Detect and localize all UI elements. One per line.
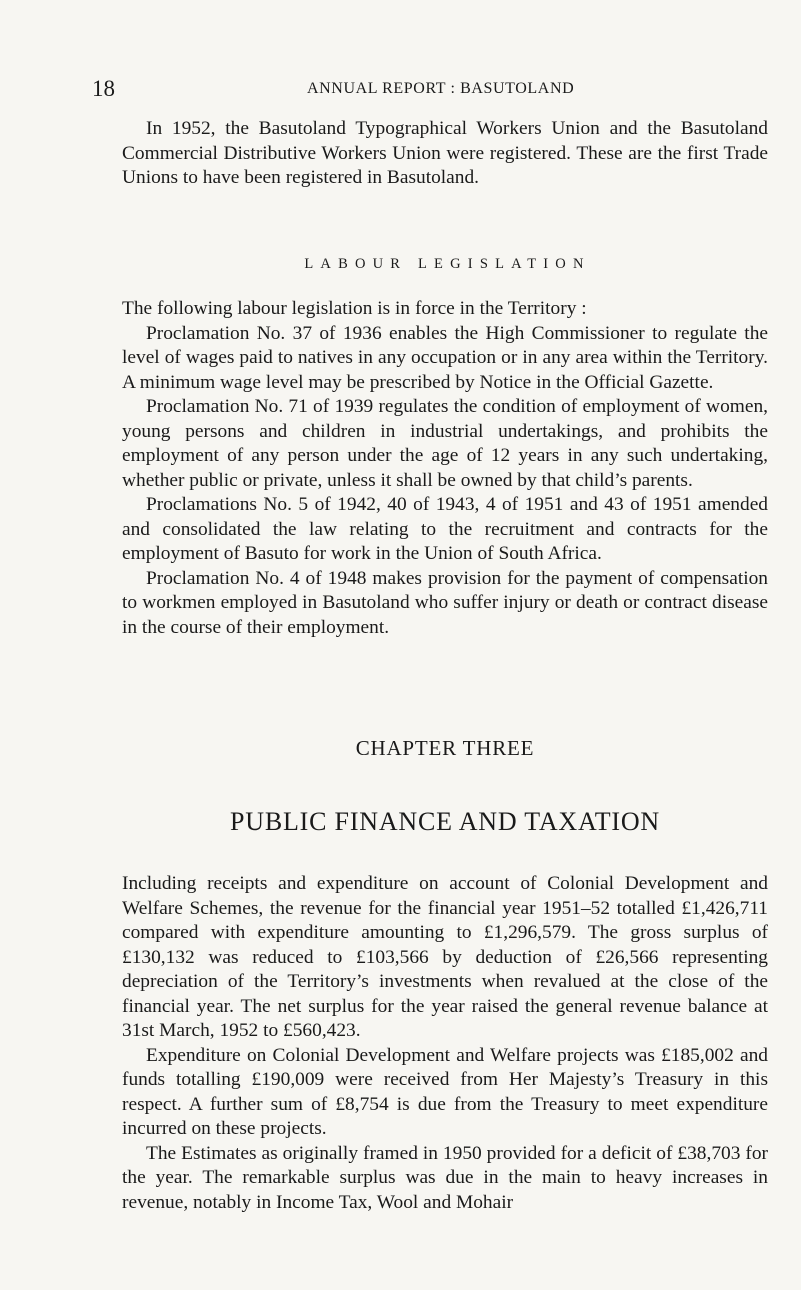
chapter-label: CHAPTER THREE [355,736,535,760]
proclamation-4-1948-paragraph: Proclamation No. 4 of 1948 makes provision for the payment of compensation to workmen employed in Basutoland who suffer injury or death or contract disease in the course of their employment. [122,567,768,638]
intro-block [122,117,768,191]
revenue-paragraph: Including receipts and expenditure on account of Colonial Development and Welfare Schemes, the revenue for the financial year 1951–52 totalled £1,426,711 compared with expenditure amounting to £1,296,579. The gross surplus of £130,132 was reduced to £103,566 by deduction of £26,566 representing depreciation of the Territory’s investments when revalued at the close of the financial year. The net surplus for the year raised the general revenue balance at 31st March, 1952 to £560,423. [122,873,768,1041]
running-header [92,76,692,102]
colonial-development-paragraph: Expenditure on Colonial Development and Welfare projects was £185,002 and funds totalling £190,009 were received from Her Majesty’s Treasury in this respect. A further sum of £8,754 is due from the Treasury to meet expenditure incurred on these projects. [122,1044,768,1139]
running-title: ANNUAL REPORT : BASUTOLAND [307,80,575,97]
estimates-paragraph: The Estimates as originally framed in 1950 provided for a deficit of £38,703 for the year. The remarkable surplus was due in the main to heavy increases in revenue, notably in Income Tax, Wool and Mohair [122,1142,768,1213]
proclamation-71-1939-paragraph: Proclamation No. 71 of 1939 regulates the condition of employment of women, young persons and children in industrial undertakings, and prohibits the employment of any person under the age of 12 years in any such undertaking, whether public or private, unless it shall be owned by that child’s parents. [122,396,768,491]
labour-legislation-body [122,297,768,640]
labour-intro-paragraph: The following labour legislation is in force in the Territory : [122,298,587,319]
intro-paragraph: In 1952, the Basutoland Typographical Workers Union and the Basutoland Commercial Distributive Workers Union were registered. These are the first Trade Unions to have been registered in Basutoland. [122,118,768,188]
page-number: 18 [92,76,115,101]
public-finance-body [122,872,768,1215]
proclamations-recruitment-paragraph: Proclamations No. 5 of 1942, 40 of 1943, 4 of 1951 and 43 of 1951 amended and consolidated the law relating to the recruitment and contracts for the employment of Basuto for work in the Union of South Africa. [122,494,768,564]
labour-legislation-heading: LABOUR LEGISLATION [304,256,591,272]
proclamation-37-1936-paragraph: Proclamation No. 37 of 1936 enables the High Commissioner to regulate the level of wages paid to natives in any occupation or in any area within the Territory. A minimum wage level may be prescribed by Notice in the Official Gazette. [122,322,768,393]
chapter-title: PUBLIC FINANCE AND TAXATION [230,807,660,836]
